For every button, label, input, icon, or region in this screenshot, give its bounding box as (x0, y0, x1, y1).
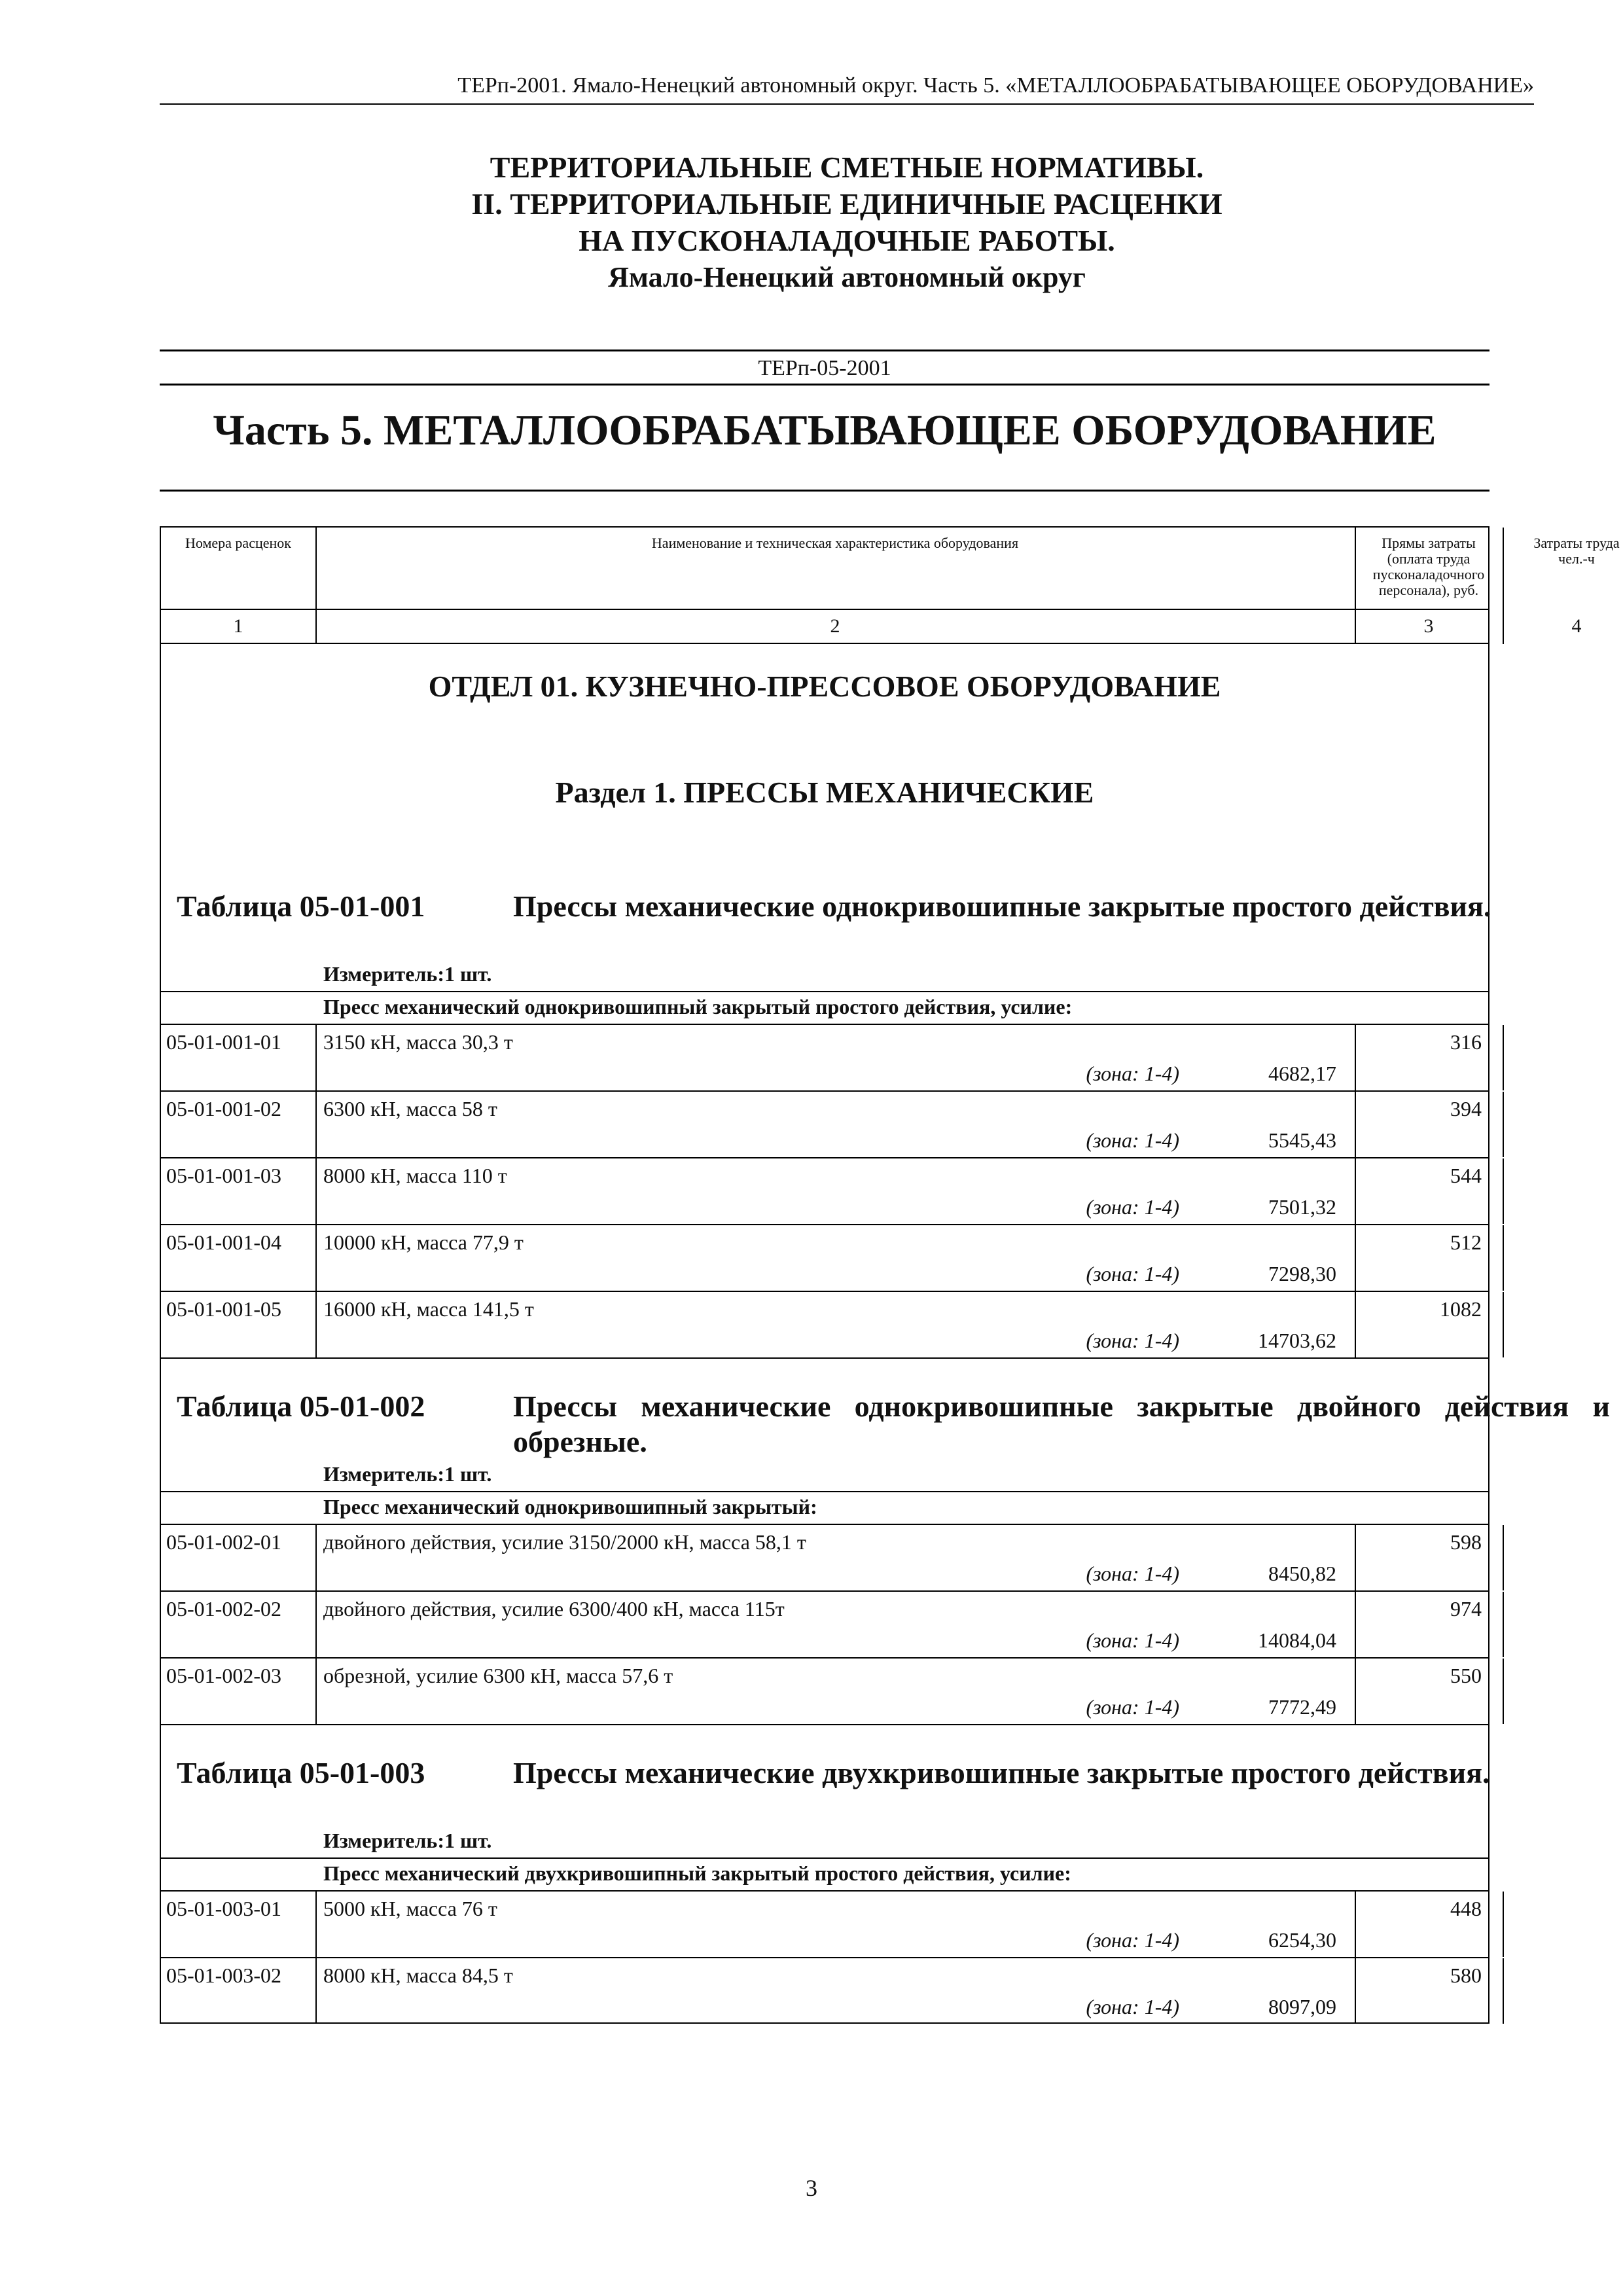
table-line (161, 991, 1488, 992)
table-header (161, 528, 1620, 610)
rate-labor: 974 (1450, 1597, 1482, 1621)
rate-cost: 14703,62 (1258, 1329, 1336, 1352)
divider (315, 1158, 317, 1224)
table-name: Прессы механические однокривошипные закрытые простого действия. (513, 889, 1491, 923)
rate-zone: (зона: 1-4) (1086, 1995, 1179, 2018)
rate-code: 05-01-002-03 (166, 1664, 281, 1687)
divider (1503, 610, 1504, 644)
divider (1355, 1525, 1356, 1590)
rate-code: 05-01-001-04 (166, 1230, 281, 1254)
table-row (161, 1590, 1488, 1657)
divider (315, 1525, 317, 1590)
table-row (161, 1224, 1488, 1291)
rate-cost: 7772,49 (1268, 1695, 1336, 1719)
rate-labor: 544 (1450, 1164, 1482, 1187)
table-row (161, 1024, 1488, 1090)
divider (1355, 610, 1356, 644)
col-num: 2 (830, 615, 840, 637)
divider (315, 610, 317, 644)
rate-code: 05-01-003-02 (166, 1964, 281, 1987)
table-row (161, 1090, 1488, 1157)
header-col-labor: Затраты труда чел.-ч (1533, 535, 1620, 567)
header-rule (160, 103, 1534, 105)
col-num: 1 (233, 615, 243, 637)
divider (315, 1958, 317, 2024)
rate-description: 16000 кН, масса 141,5 т (323, 1297, 534, 1321)
table-row (161, 1291, 1488, 1357)
table-line (161, 1724, 1488, 1725)
divider (315, 1025, 317, 1090)
table-measure: Измеритель:1 шт. (323, 1462, 492, 1486)
department-title: ОТДЕЛ 01. КУЗНЕЧНО-ПРЕССОВОЕ ОБОРУДОВАНИЕ (428, 670, 1221, 703)
divider (1355, 1958, 1356, 2024)
rate-code: 05-01-001-05 (166, 1297, 281, 1321)
rate-labor: 448 (1450, 1897, 1482, 1920)
table-label: Таблица 05-01-003 (177, 1756, 425, 1789)
rate-zone: (зона: 1-4) (1086, 1195, 1179, 1219)
group-heading: Пресс механический однокривошипный закрытый простого действия, усилие: (323, 995, 1073, 1018)
rate-description: 6300 кН, масса 58 т (323, 1097, 497, 1121)
group-heading: Пресс механический однокривошипный закрытый: (323, 1495, 817, 1518)
rate-code: 05-01-002-01 (166, 1530, 281, 1554)
rates-table (160, 526, 1620, 2024)
rule-top (160, 350, 1489, 351)
title-line: НА ПУСКОНАЛАДОЧНЫЕ РАБОТЫ. (579, 224, 1115, 257)
rate-description: двойного действия, усилие 6300/400 кН, масса 115т (323, 1597, 785, 1621)
table-name: Прессы механические двухкривошипные закрытые простого действия. (513, 1756, 1490, 1789)
running-header: ТЕРп-2001. Ямало-Ненецкий автономный округ. Часть 5. «МЕТАЛЛООБРАБАТЫВАЮЩЕЕ ОБОРУДОВАНИЕ» (457, 73, 1534, 98)
rate-code: 05-01-001-02 (166, 1097, 281, 1121)
table-measure: Измеритель:1 шт. (323, 1829, 492, 1852)
divider (1503, 528, 1504, 610)
rate-labor: 1082 (1440, 1297, 1482, 1321)
table-line (161, 1857, 1488, 1859)
divider (1503, 1892, 1504, 1957)
divider (1355, 1092, 1356, 1157)
rate-zone: (зона: 1-4) (1086, 1562, 1179, 1585)
divider (315, 1092, 317, 1157)
divider (1355, 1292, 1356, 1357)
divider (1503, 1225, 1504, 1291)
rate-labor: 598 (1450, 1530, 1482, 1554)
rate-description: 8000 кН, масса 84,5 т (323, 1964, 513, 1987)
rate-cost: 7298,30 (1268, 1262, 1336, 1285)
table-label: Таблица 05-01-002 (177, 1390, 425, 1423)
doc-code: ТЕРп-05-2001 (758, 356, 891, 380)
table-row (161, 1657, 1488, 1724)
divider (1355, 1592, 1356, 1657)
divider (1355, 528, 1356, 610)
divider (315, 1592, 317, 1657)
table-line (161, 1491, 1488, 1492)
divider (1355, 1659, 1356, 1724)
rate-description: 8000 кН, масса 110 т (323, 1164, 507, 1187)
divider (315, 1292, 317, 1357)
divider (315, 1225, 317, 1291)
rule-code (160, 384, 1489, 386)
divider (1503, 1958, 1504, 2024)
rate-zone: (зона: 1-4) (1086, 1262, 1179, 1285)
title-line: II. ТЕРРИТОРИАЛЬНЫЕ ЕДИНИЧНЫЕ РАСЦЕНКИ (471, 187, 1222, 221)
divider (1503, 1525, 1504, 1590)
rate-zone: (зона: 1-4) (1086, 1329, 1179, 1352)
document-title (160, 149, 1534, 296)
column-numbers (161, 610, 1582, 644)
divider (1355, 1158, 1356, 1224)
rate-cost: 14084,04 (1258, 1628, 1336, 1652)
rate-labor: 550 (1450, 1664, 1482, 1687)
divider (1503, 1025, 1504, 1090)
divider (1355, 1892, 1356, 1957)
divider (1503, 1158, 1504, 1224)
rate-cost: 8450,82 (1268, 1562, 1336, 1585)
table-label: Таблица 05-01-001 (177, 889, 425, 923)
rule-part (160, 490, 1489, 492)
table-row (161, 1957, 1488, 2024)
divider (1503, 1592, 1504, 1657)
table-row (161, 1890, 1488, 1957)
table-line (161, 1357, 1488, 1359)
divider (1355, 1225, 1356, 1291)
section-title: Раздел 1. ПРЕССЫ МЕХАНИЧЕСКИЕ (555, 776, 1094, 809)
table-row (161, 1524, 1488, 1590)
col-num: 4 (1571, 615, 1582, 637)
divider (1503, 1092, 1504, 1157)
rate-labor: 512 (1450, 1230, 1482, 1254)
rate-description: 10000 кН, масса 77,9 т (323, 1230, 524, 1254)
title-line: Ямало-Ненецкий автономный округ (608, 261, 1086, 293)
rate-zone: (зона: 1-4) (1086, 1628, 1179, 1652)
divider (1503, 1292, 1504, 1357)
title-line: ТЕРРИТОРИАЛЬНЫЕ СМЕТНЫЕ НОРМАТИВЫ. (490, 151, 1204, 184)
rate-zone: (зона: 1-4) (1086, 1062, 1179, 1085)
header-col-name: Наименование и техническая характеристика оборудования (651, 535, 1019, 551)
rate-cost: 8097,09 (1268, 1995, 1336, 2018)
rate-zone: (зона: 1-4) (1086, 1928, 1179, 1952)
rate-code: 05-01-001-03 (166, 1164, 281, 1187)
rate-zone: (зона: 1-4) (1086, 1128, 1179, 1152)
rate-code: 05-01-002-02 (166, 1597, 281, 1621)
rate-description: 3150 кН, масса 30,3 т (323, 1030, 513, 1054)
header-col-cost: Прямы затраты (оплата труда пусконаладочного персонала), руб. (1372, 535, 1485, 598)
col-num: 3 (1423, 615, 1434, 637)
rate-description: двойного действия, усилие 3150/2000 кН, масса 58,1 т (323, 1530, 806, 1554)
rate-labor: 580 (1450, 1964, 1482, 1987)
rate-zone: (зона: 1-4) (1086, 1695, 1179, 1719)
rate-code: 05-01-003-01 (166, 1897, 281, 1920)
part-title: Часть 5. МЕТАЛЛООБРАБАТЫВАЮЩЕЕ ОБОРУДОВАНИЕ (213, 406, 1436, 454)
divider (1355, 1025, 1356, 1090)
page-number: 3 (806, 2175, 817, 2201)
divider (315, 528, 317, 610)
rate-labor: 316 (1450, 1030, 1482, 1054)
table-name: Прессы механические однокривошипные закрытые двойного действия и обрезные. (513, 1390, 1610, 1458)
rate-labor: 394 (1450, 1097, 1482, 1121)
rate-description: обрезной, усилие 6300 кН, масса 57,6 т (323, 1664, 673, 1687)
table-row (161, 1157, 1488, 1224)
divider (315, 1892, 317, 1957)
divider (315, 1659, 317, 1724)
rate-cost: 4682,17 (1268, 1062, 1336, 1085)
divider (1503, 1659, 1504, 1724)
rate-description: 5000 кН, масса 76 т (323, 1897, 497, 1920)
rate-code: 05-01-001-01 (166, 1030, 281, 1054)
table-measure: Измеритель:1 шт. (323, 962, 492, 986)
rate-cost: 5545,43 (1268, 1128, 1336, 1152)
group-heading: Пресс механический двухкривошипный закрытый простого действия, усилие: (323, 1861, 1071, 1885)
rate-cost: 6254,30 (1268, 1928, 1336, 1952)
header-col-codes: Номера расценок (185, 535, 291, 551)
rate-cost: 7501,32 (1268, 1195, 1336, 1219)
